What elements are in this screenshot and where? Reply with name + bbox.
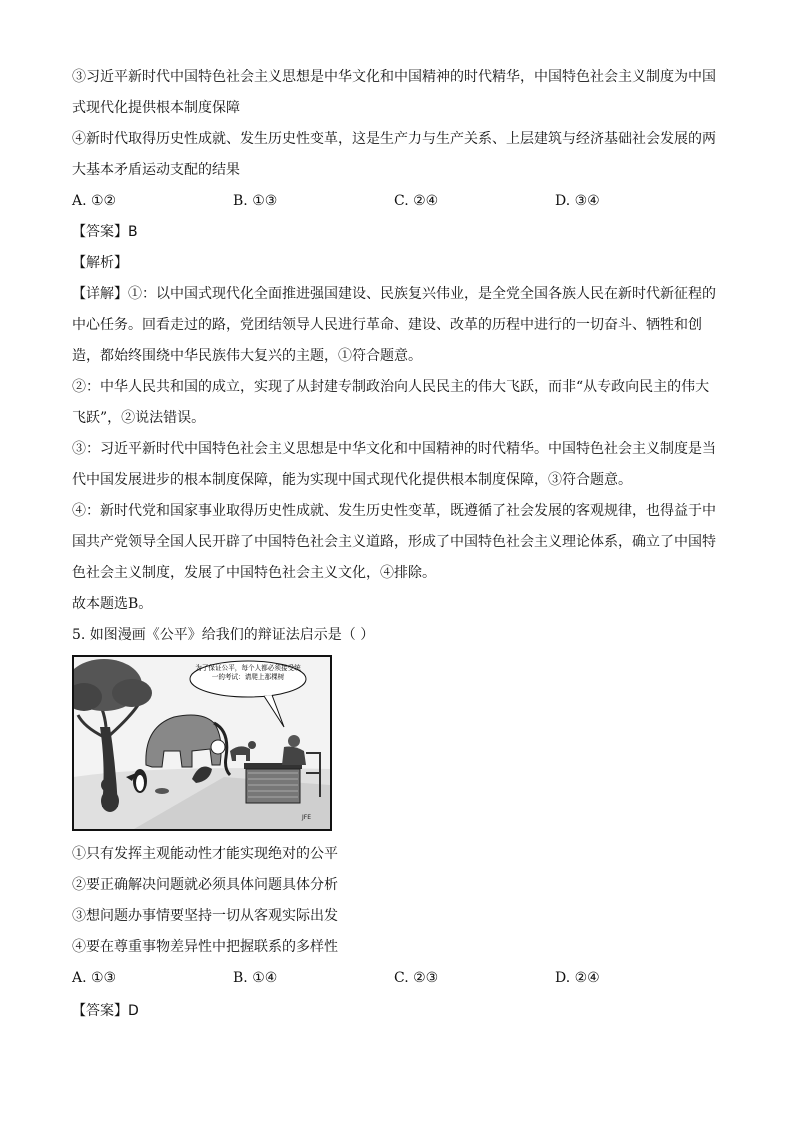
explanation-2: ②：中华人民共和国的成立，实现了从封建专制政治向人民民主的伟大飞跃，而非“从专政向民主的伟大飞跃”，②说法错误。 (72, 379, 710, 426)
choice-b[interactable]: B. ①③ (233, 193, 278, 209)
q5-option-2: ②要正确解决问题就必须具体问题具体分析 (72, 877, 338, 893)
q5-choice-c[interactable]: C. ②③ (394, 970, 439, 986)
cartoon-speech-text: 为了保证公平，每个人都必须接受统一的考试：请爬上那棵树 (195, 664, 301, 681)
choice-a[interactable]: A. ①② (72, 193, 117, 209)
explanation-3: ③：习近平新时代中国特色社会主义思想是中华文化和中国精神的时代精华。中国特色社会主义制度是当代中国发展进步的根本制度保障，能为实现中国式现代化提供根本制度保障，③符合题意。 (72, 441, 716, 488)
cartoon-drawing (74, 657, 330, 829)
document-page (72, 62, 722, 1027)
question-5-stem: 5. 如图漫画《公平》给我们的辩证法启示是（ ） (72, 627, 375, 643)
q5-option-1: ①只有发挥主观能动性才能实现绝对的公平 (72, 846, 338, 862)
q5-answer-label: 【答案】D (72, 1003, 139, 1019)
choice-c[interactable]: C. ②④ (394, 193, 439, 209)
option-3-text: ③习近平新时代中国特色社会主义思想是中华文化和中国精神的时代精华，中国特色社会主义制度为中国式现代化提供根本制度保障 (72, 69, 716, 116)
q5-choice-a[interactable]: A. ①③ (72, 970, 117, 986)
fairness-cartoon (72, 655, 332, 831)
q5-choice-d[interactable]: D. ②④ (555, 970, 600, 986)
prev-choices (72, 186, 722, 217)
q5-option-3: ③想问题办事情要坚持一切从客观实际出发 (72, 908, 338, 924)
q5-choice-b[interactable]: B. ①④ (233, 970, 278, 986)
choice-d[interactable]: D. ③④ (555, 193, 600, 209)
explanation-4: ④：新时代党和国家事业取得历史性成就、发生历史性变革，既遵循了社会发展的客观规律，也得益于中国共产党领导全国人民开辟了中国特色社会主义道路，形成了中国特色社会主义理论体系，确立了中国特色社会主义制度，发展了中国特色社会主义文化，④排除。 (72, 503, 716, 581)
answer-label: 【答案】B (72, 224, 138, 240)
cartoon-signature: JFE (302, 814, 312, 821)
q5-choices (72, 963, 722, 994)
analysis-label: 【解析】 (72, 255, 128, 271)
option-4-text: ④新时代取得历史性成就、发生历史性变革，这是生产力与生产关系、上层建筑与经济基础社会发展的两大基本矛盾运动支配的结果 (72, 131, 716, 178)
conclusion: 故本题选B。 (72, 596, 153, 612)
q5-option-4: ④要在尊重事物差异性中把握联系的多样性 (72, 939, 338, 955)
explanation-1: 【详解】①：以中国式现代化全面推进强国建设、民族复兴伟业，是全党全国各族人民在新时代新征程的中心任务。回看走过的路，党团结领导人民进行革命、建设、改革的历程中进行的一切奋斗、牺牲和创造，都始终围绕中华民族伟大复兴的主题，①符合题意。 (72, 286, 716, 364)
